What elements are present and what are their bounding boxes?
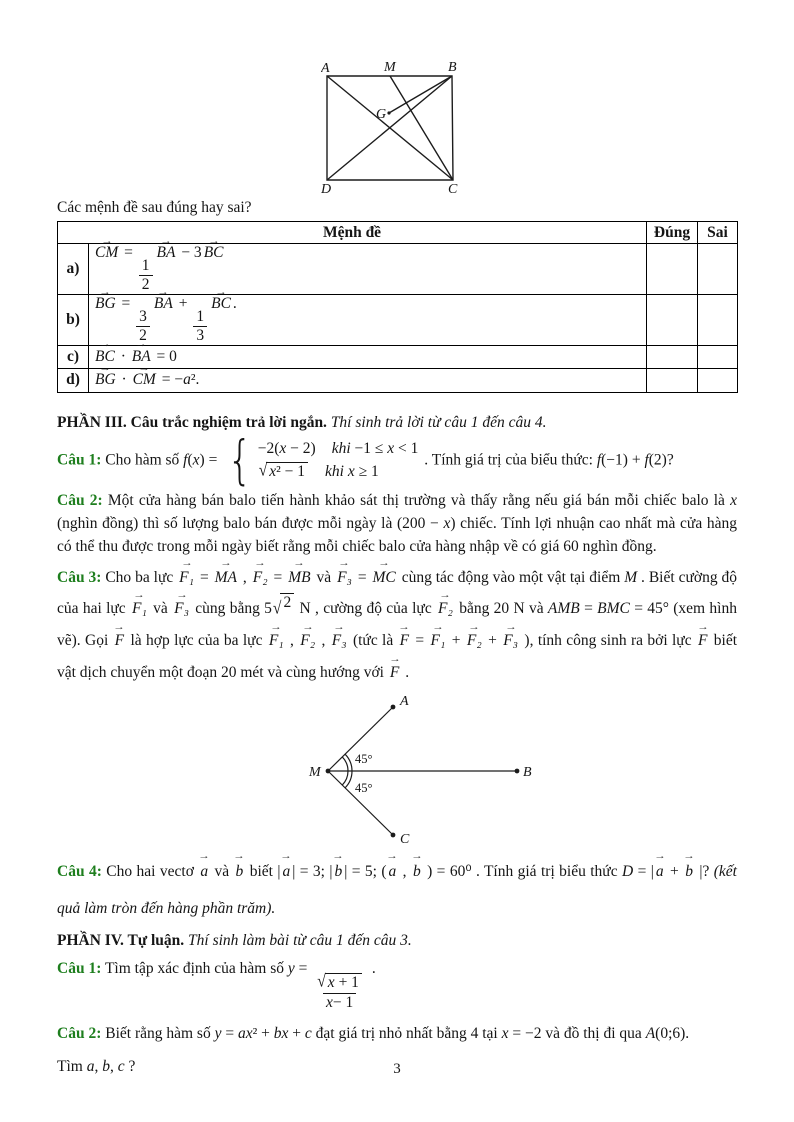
- math-token: c: [117, 1057, 125, 1075]
- math-token: < 1: [394, 439, 419, 457]
- math-token: biết vật dịch chuyển một đoạn 20 mét và cùng hướng với: [57, 632, 738, 681]
- math-token: (−1) +: [601, 451, 645, 469]
- math-token: [136, 308, 150, 326]
- math-token: √: [317, 972, 326, 992]
- math-token: đạt giá trị nhỏ nhất bằng 4 tại: [311, 1024, 502, 1042]
- math-token: 2: [283, 594, 292, 612]
- math-token: ,: [94, 1057, 103, 1075]
- segment-gb: [389, 76, 452, 113]
- math-token: = |: [633, 862, 654, 880]
- part4-title: PHẦN IV. Tự luận.: [57, 931, 185, 949]
- math-token: cùng bằng 5: [190, 600, 272, 618]
- math-token: Câu 2:: [57, 491, 103, 509]
- math-token: [325, 973, 362, 993]
- math-token: √: [272, 599, 282, 619]
- part4-subtitle: Thí sinh làm bài từ câu 1 đến câu 3.: [184, 931, 412, 949]
- math-token: a →: [198, 853, 210, 890]
- math-token: 1: [196, 307, 205, 325]
- math-token: x: [443, 515, 451, 532]
- math-token: 1: [141, 257, 150, 275]
- column-header-dung: Đúng: [647, 222, 698, 244]
- math-token: ² − 1: [276, 462, 306, 480]
- point-label-m2: M: [309, 764, 321, 780]
- point-label-c: C: [448, 182, 458, 195]
- math-token: {: [227, 429, 253, 491]
- math-token: ≥ 1: [354, 462, 379, 480]
- math-token: Biết rằng hàm số: [101, 1024, 215, 1042]
- dung-cell-a: [647, 244, 698, 295]
- math-token: [193, 308, 207, 345]
- math-token: b →: [332, 853, 344, 890]
- math-token: (: [187, 451, 193, 469]
- math-token: bx: [273, 1024, 289, 1042]
- math-token: (tức là: [348, 632, 398, 650]
- math-token: Câu 3:: [57, 568, 102, 586]
- math-token: D: [622, 862, 634, 880]
- math-token: ·: [117, 371, 131, 389]
- math-token: F₃ →: [501, 625, 520, 657]
- point-label-c2: C: [400, 831, 410, 847]
- math-token: −2(: [257, 439, 280, 457]
- math-token: Một cửa hàng bán balo tiến hành khảo sát thị trường và thấy rằng nếu giá bán mỗi chiếc balo là: [102, 491, 731, 509]
- sai-cell-b: [698, 294, 738, 345]
- part4-header: [57, 932, 737, 950]
- math-token: + 1: [334, 974, 359, 992]
- math-token: [258, 440, 419, 458]
- math-token: x: [279, 439, 287, 457]
- math-token: AMB: [547, 600, 580, 618]
- row-label-d: d): [58, 368, 89, 392]
- math-token: BA →: [155, 244, 178, 262]
- math-token: −1 ≤: [350, 439, 388, 457]
- math-token: Tìm tập xác định của hàm số: [101, 959, 288, 977]
- math-token: CM →: [93, 244, 120, 262]
- math-token: F →: [696, 625, 709, 657]
- math-token: .: [401, 663, 410, 681]
- math-token: x: [192, 451, 200, 469]
- math-token: a →: [654, 853, 666, 890]
- part3-title: PHẦN III. Câu trắc nghiệm trả lời ngắn.: [57, 413, 327, 431]
- math-token: +: [665, 862, 684, 880]
- math-token: F₂ →: [465, 625, 484, 657]
- math-token: [193, 326, 207, 345]
- math-token: √: [258, 460, 268, 480]
- sai-cell-c: [698, 345, 738, 368]
- math-token: =: [117, 294, 135, 312]
- dung-cell-c: [647, 345, 698, 368]
- math-token: [258, 440, 316, 458]
- math-token: [313, 973, 366, 1011]
- math-token: [258, 440, 419, 482]
- math-token: = 45° (xem hình vẽ). Gọi: [57, 600, 737, 650]
- part4-question-1: [57, 960, 737, 1012]
- math-token: . Tính giá trị của biểu thức:: [420, 451, 597, 469]
- math-token: [223, 429, 419, 491]
- math-token: =: [353, 568, 371, 586]
- math-token: 2: [139, 326, 147, 344]
- sai-cell-d: [698, 368, 738, 392]
- math-token: BA →: [152, 295, 175, 313]
- math-token: MB →: [286, 562, 312, 594]
- math-token: [280, 593, 294, 613]
- math-token: F →: [388, 657, 401, 689]
- point-label-a2: A: [400, 693, 409, 709]
- math-token: Câu 4:: [57, 862, 102, 880]
- math-token: Cho hai vectơ: [101, 862, 199, 880]
- math-token: [313, 973, 366, 993]
- math-token: và: [148, 600, 173, 618]
- math-token: F₂ →: [251, 562, 270, 594]
- math-token: a: [86, 1057, 95, 1075]
- forces-figure: [281, 691, 541, 849]
- point-label-b: B: [448, 60, 457, 75]
- point-label-a: A: [321, 61, 330, 76]
- table-row-c: [58, 345, 738, 368]
- math-token: CM →: [131, 371, 158, 389]
- math-token: b →: [411, 853, 423, 890]
- math-token: khi: [331, 439, 351, 457]
- math-token: F₃ →: [335, 562, 354, 594]
- math-token: [317, 973, 362, 993]
- row-label-c: c): [58, 345, 89, 368]
- math-token: x: [501, 1024, 509, 1042]
- math-token: F₂ →: [298, 625, 317, 657]
- math-token: a: [183, 371, 191, 389]
- dung-cell-b: [647, 294, 698, 345]
- math-token: 3: [139, 307, 147, 325]
- math-token: [258, 462, 309, 482]
- math-token: [139, 257, 153, 275]
- math-token: là hợp lực của ba lực: [126, 632, 267, 650]
- math-token: [332, 440, 419, 458]
- math-token: [139, 257, 153, 294]
- angle-arc-bottom-inner: [342, 771, 348, 785]
- math-token: F →: [113, 625, 126, 657]
- math-token: =: [269, 568, 287, 586]
- math-token: MA →: [213, 562, 239, 594]
- math-token: x: [327, 974, 335, 992]
- math-token: − 2): [286, 439, 316, 457]
- math-token: BC →: [93, 348, 117, 366]
- part3-header: [57, 414, 737, 432]
- math-token: F₂ →: [436, 593, 455, 625]
- math-token: ?: [124, 1057, 136, 1075]
- math-token: =: [411, 632, 429, 650]
- math-token: BG →: [93, 295, 118, 313]
- math-token: khi: [325, 462, 344, 480]
- math-token: Câu 1:: [57, 451, 102, 469]
- math-token: b →: [683, 853, 695, 890]
- page-number: 3: [393, 1061, 401, 1077]
- math-token: − 1: [332, 993, 354, 1011]
- math-token: Câu 1:: [57, 959, 102, 977]
- math-token: F₃ →: [330, 625, 349, 657]
- math-token: A: [645, 1024, 656, 1042]
- math-token: ².: [190, 371, 200, 389]
- part3-question-1: [57, 429, 737, 491]
- row-label-a: a): [58, 244, 89, 295]
- math-token: +: [483, 632, 502, 650]
- math-token: ,: [239, 568, 251, 586]
- math-token: a →: [386, 853, 398, 890]
- point-label-m: M: [384, 60, 396, 75]
- part3-subtitle: Thí sinh trả lời từ câu 1 đến câu 4.: [326, 413, 547, 431]
- math-token: biết |: [245, 862, 281, 880]
- math-token: c: [304, 1024, 312, 1042]
- math-token: +: [288, 1024, 305, 1042]
- math-token: =: [294, 959, 312, 977]
- math-token: BA →: [130, 348, 153, 366]
- rectangle-figure: [321, 58, 473, 195]
- math-token: = −2 và đồ thị đi qua: [508, 1024, 646, 1042]
- math-token: y: [287, 959, 295, 977]
- math-token: 2: [141, 275, 150, 293]
- math-token: F₁ →: [177, 562, 196, 594]
- math-token: Cho ba lực: [101, 568, 178, 586]
- math-token: ² +: [252, 1024, 274, 1042]
- math-token: (nghìn đồng) thì số lượng balo bán được mỗi ngày là (200 −: [57, 515, 444, 532]
- math-token: [258, 462, 419, 482]
- math-token: . Biết cường độ của hai lực: [57, 568, 737, 618]
- math-token: f: [183, 451, 188, 469]
- angle-arc-top-inner: [342, 756, 348, 770]
- propositions-table: [57, 221, 738, 393]
- math-token: (kết quả làm tròn đến hàng phần trăm).: [57, 862, 737, 917]
- point-a-dot: [391, 704, 396, 709]
- math-token: ), tính công sinh ra bởi lực: [520, 632, 696, 650]
- part3-question-4: [57, 853, 737, 927]
- math-token: | = 5; (: [344, 862, 387, 880]
- math-token: [259, 462, 308, 482]
- math-token: Câu 2:: [57, 1024, 102, 1042]
- math-token: .: [367, 959, 376, 977]
- math-token: [323, 993, 356, 1012]
- math-token: x: [325, 993, 333, 1011]
- math-token: = 0: [152, 347, 177, 365]
- math-token: ·: [116, 347, 130, 365]
- math-token: (2)?: [648, 451, 674, 469]
- math-token: N , cường độ của lực: [295, 600, 437, 618]
- row-label-b: b): [58, 294, 89, 345]
- formula-d: [89, 368, 647, 392]
- point-label-b2: B: [523, 764, 532, 780]
- math-token: [266, 462, 308, 482]
- math-token: ) = 60⁰ . Tính giá trị biểu thức: [422, 862, 622, 880]
- column-header-menh-de: Mệnh đề: [58, 222, 647, 244]
- math-token: (0;6).: [655, 1024, 690, 1042]
- math-token: F →: [398, 625, 411, 657]
- point-m-dot: [326, 768, 331, 773]
- math-token: ,: [109, 1057, 118, 1075]
- math-token: a →: [280, 853, 292, 890]
- sai-cell-a: [698, 244, 738, 295]
- math-token: F₁ →: [130, 593, 149, 625]
- point-b-dot: [515, 768, 520, 773]
- math-token: x: [269, 462, 277, 480]
- math-token: +: [447, 632, 465, 650]
- math-token: x: [387, 439, 395, 457]
- dung-cell-d: [647, 368, 698, 392]
- math-token: cùng tác động vào một vật tại điểm: [397, 568, 625, 586]
- math-token: BC →: [202, 244, 226, 262]
- math-token: và: [210, 862, 234, 880]
- math-token: 3: [196, 326, 205, 344]
- math-token: y: [214, 1024, 222, 1042]
- math-token: M: [624, 568, 638, 586]
- math-token: ) chiếc. Tính lợi nhuận cao nhất mà cửa hàng có thể thu được trong mỗi ngày biết rằng mỗi chiếc balo cửa hàng nhập về có giá 60 nghìn đồng.: [57, 515, 737, 556]
- math-token: F₃ →: [172, 593, 191, 625]
- math-token: [193, 308, 207, 326]
- math-token: f: [596, 451, 602, 469]
- point-label-g: G: [376, 107, 387, 122]
- point-label-d: D: [321, 182, 332, 195]
- math-token: =: [579, 600, 598, 618]
- math-token: Cho hàm số: [101, 451, 184, 469]
- math-token: x: [347, 462, 355, 480]
- angle-label-top: 45°: [355, 751, 373, 766]
- formula-b: [89, 294, 647, 345]
- math-token: F₁ →: [267, 625, 286, 657]
- math-token: [325, 463, 379, 481]
- point-c-dot: [391, 832, 396, 837]
- math-token: ,: [398, 862, 411, 880]
- formula-a: [89, 244, 647, 295]
- part4-question-2: [57, 1022, 737, 1045]
- math-token: =: [120, 244, 137, 261]
- part3-question-3: [57, 562, 737, 689]
- intro-question: Các mệnh đề sau đúng hay sai?: [57, 199, 252, 216]
- table-row-d: [58, 368, 738, 392]
- point-g-dot: [387, 111, 390, 114]
- segment-mc: [390, 76, 453, 180]
- math-token: = −: [157, 371, 184, 389]
- math-token: |?: [694, 862, 714, 880]
- math-token: BC →: [209, 295, 233, 313]
- math-token: bằng 20 N và: [454, 600, 548, 618]
- math-token: − 3: [177, 244, 202, 261]
- math-token: MC →: [371, 562, 398, 594]
- math-token: ,: [317, 632, 330, 650]
- math-token: .: [232, 294, 237, 312]
- math-token: Tìm: [57, 1057, 87, 1075]
- math-token: +: [174, 294, 192, 312]
- angle-label-bottom: 45°: [355, 780, 373, 795]
- math-token: F₁ →: [429, 625, 448, 657]
- math-token: x: [730, 491, 738, 509]
- math-token: =: [196, 568, 213, 586]
- math-token: BMC: [597, 600, 630, 618]
- part3-question-2: [57, 489, 737, 559]
- column-header-sai: Sai: [698, 222, 738, 244]
- math-token: ) =: [199, 451, 222, 469]
- math-token: | = 3; |: [292, 862, 333, 880]
- math-token: ax: [237, 1024, 253, 1042]
- math-token: BG →: [93, 371, 118, 389]
- table-row-b: [58, 294, 738, 345]
- math-token: f: [644, 451, 649, 469]
- math-token: b: [102, 1057, 110, 1075]
- math-token: [139, 275, 153, 294]
- math-token: ,: [285, 632, 299, 650]
- table-row-a: [58, 244, 738, 295]
- math-token: b →: [234, 853, 246, 890]
- math-token: =: [221, 1024, 238, 1042]
- formula-c: [89, 345, 647, 368]
- math-token: và: [312, 568, 336, 586]
